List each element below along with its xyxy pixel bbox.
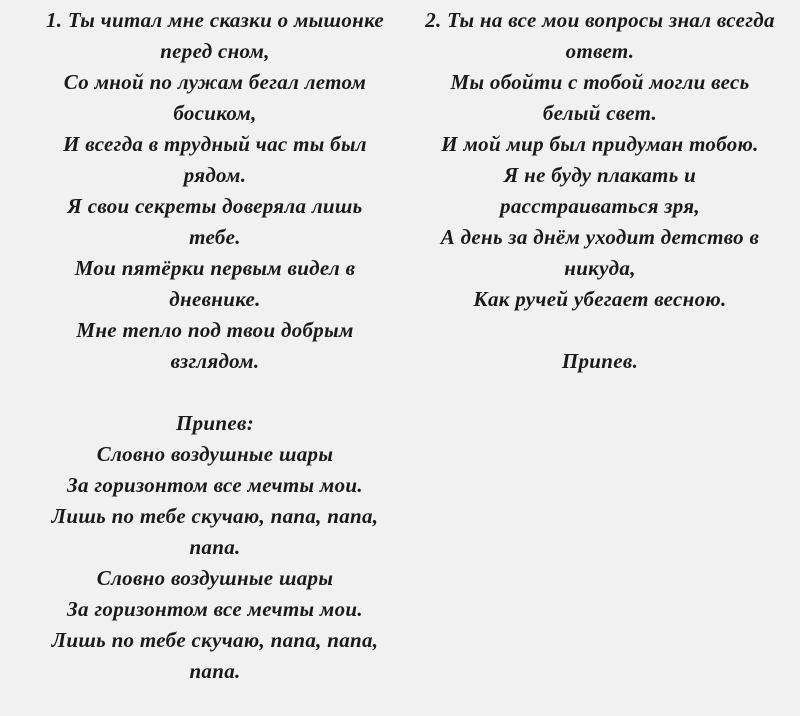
verse-2-line-10: Как ручей убегает весною. [473,287,727,311]
chorus-line-4: папа. [189,535,241,559]
verse-2-line-5: И мой мир был придуман тобою. [441,132,759,156]
verse-1-line-8: тебе. [189,225,241,249]
chorus-line-2: За горизонтом все мечты мои. [67,473,363,497]
verse-2-line-8: А день за днём уходит детство в [440,225,760,249]
verse-2-line-2: ответ. [565,39,635,63]
verse-2-line-1: 2. Ты на все мои вопросы знал всегда [425,8,775,32]
chorus-line-6: За горизонтом все мечты мои. [67,597,363,621]
right-column [400,5,800,377]
verse-2-line-4: белый свет. [542,101,658,125]
verse-1-line-1: 1. Ты читал мне сказки о мышонке [45,8,385,32]
verse-2-line-6: Я не буду плакать и [503,163,697,187]
chorus-heading: Припев: [176,411,254,435]
chorus-reference: Припев. [561,349,639,373]
verse-1-line-5: И всегда в трудный час ты был [63,132,367,156]
chorus-line-1: Словно воздушные шары [96,442,334,466]
verse-2-line-9: никуда, [564,256,636,280]
blank-line [400,315,800,346]
verse-2 [400,5,800,315]
verse-1-line-10: дневнике. [169,287,261,311]
verse-1-line-11: Мне тепло под твои добрым [76,318,354,342]
left-column [10,5,420,687]
chorus-line-8: папа. [189,659,241,683]
verse-1-line-6: рядом. [183,163,247,187]
verse-1-line-4: босиком, [173,101,257,125]
chorus [10,408,420,687]
verse-1 [10,5,420,377]
verse-1-line-3: Со мной по лужам бегал летом [63,70,367,94]
blank-line [10,377,420,408]
verse-2-line-7: расстраиваться зря, [500,194,700,218]
chorus-line-7: Лишь по тебе скучаю, папа, папа, [51,628,379,652]
verse-1-line-12: взглядом. [170,349,260,373]
verse-1-line-2: перед сном, [160,39,270,63]
chorus-line-5: Словно воздушные шары [96,566,334,590]
verse-1-line-7: Я свои секреты доверяла лишь [67,194,363,218]
verse-2-line-3: Мы обойти с тобой могли весь [450,70,750,94]
chorus-line-3: Лишь по тебе скучаю, папа, папа, [51,504,379,528]
verse-1-line-9: Мои пятёрки первым видел в [74,256,356,280]
